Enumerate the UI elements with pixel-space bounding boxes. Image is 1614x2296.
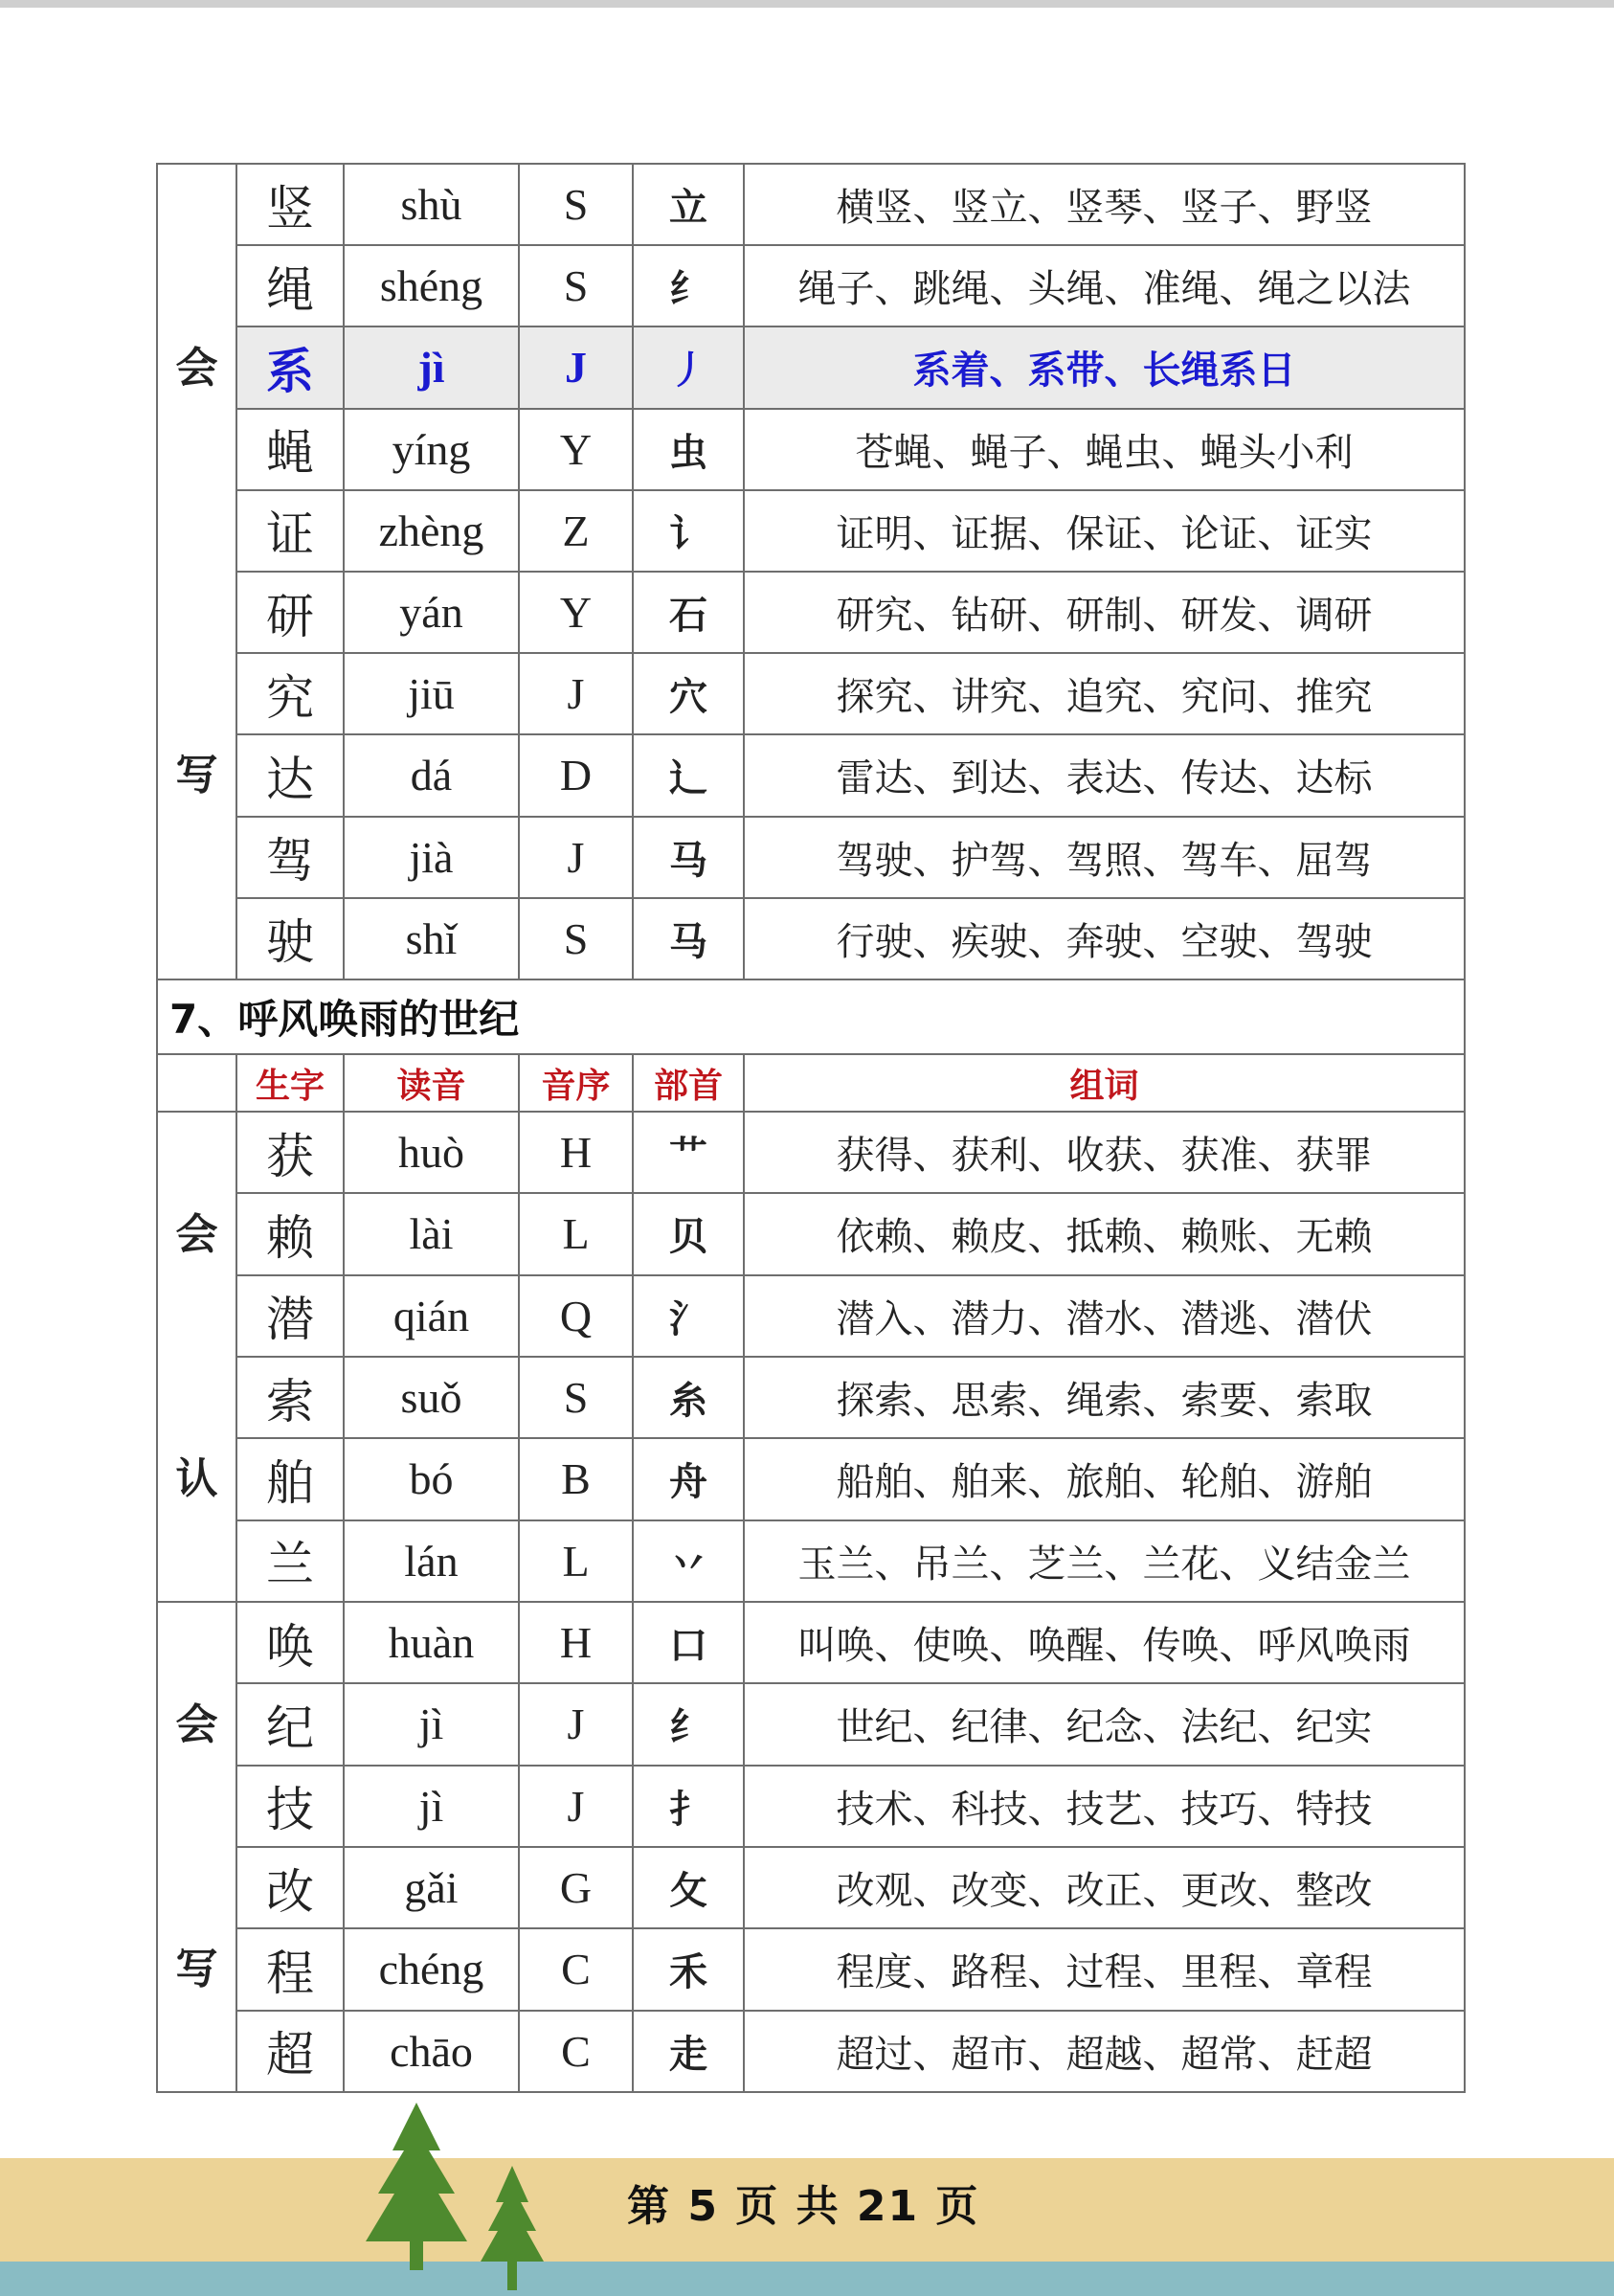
category-char: 会 [175, 343, 218, 393]
lesson-title-row [157, 979, 1465, 1054]
phonetic-order-cell: J [519, 326, 633, 408]
character-cell: 竖 [236, 164, 344, 245]
word-groups-cell: 改观、改变、改正、更改、整改 [744, 1847, 1465, 1928]
phonetic-order-cell: G [519, 1847, 633, 1928]
table-row [157, 1928, 1465, 2010]
character-cell: 兰 [236, 1520, 344, 1602]
vocabulary-table [156, 163, 1466, 2093]
phonetic-order-cell: D [519, 734, 633, 816]
phonetic-order-cell: J [519, 1766, 633, 1847]
radical-cell: 马 [633, 817, 744, 898]
word-groups-cell: 船舶、舶来、旅舶、轮舶、游舶 [744, 1438, 1465, 1519]
table-row [157, 1847, 1465, 1928]
radical-cell: 辶 [633, 734, 744, 816]
phonetic-order-cell: Y [519, 572, 633, 653]
pinyin-cell: yíng [344, 409, 519, 490]
table-row [157, 653, 1465, 734]
footer-water-strip [0, 2262, 1614, 2296]
pinyin-cell: lài [344, 1193, 519, 1274]
pinyin-cell: chāo [344, 2011, 519, 2092]
radical-cell: 氵 [633, 1275, 744, 1357]
pinyin-cell: huò [344, 1112, 519, 1193]
header-radical: 部首 [633, 1054, 744, 1112]
pine-tree-small-icon [479, 2166, 546, 2290]
word-groups-cell: 超过、超市、超越、超常、赶超 [744, 2011, 1465, 2092]
table-row [157, 1275, 1465, 1357]
pinyin-cell: shǐ [344, 898, 519, 979]
word-groups-cell: 绳子、跳绳、头绳、准绳、绳之以法 [744, 245, 1465, 326]
table-row [157, 1520, 1465, 1602]
word-groups-cell: 雷达、到达、表达、传达、达标 [744, 734, 1465, 816]
table-row [157, 2011, 1465, 2092]
character-cell: 证 [236, 490, 344, 572]
word-groups-cell: 获得、获利、收获、获准、获罪 [744, 1112, 1465, 1193]
radical-cell: 禾 [633, 1928, 744, 2010]
phonetic-order-cell: S [519, 164, 633, 245]
radical-cell: 口 [633, 1602, 744, 1683]
phonetic-order-cell: J [519, 817, 633, 898]
table-row [157, 1112, 1465, 1193]
radical-cell: 穴 [633, 653, 744, 734]
pinyin-cell: dá [344, 734, 519, 816]
character-cell: 赖 [236, 1193, 344, 1274]
radical-cell: 扌 [633, 1766, 744, 1847]
word-groups-cell: 技术、科技、技艺、技巧、特技 [744, 1766, 1465, 1847]
word-groups-cell: 苍蝇、蝇子、蝇虫、蝇头小利 [744, 409, 1465, 490]
word-groups-cell: 横竖、竖立、竖琴、竖子、野竖 [744, 164, 1465, 245]
character-cell: 潜 [236, 1275, 344, 1357]
pinyin-cell: yán [344, 572, 519, 653]
phonetic-order-cell: S [519, 1357, 633, 1438]
page-number-label: 第 5 页 共 21 页 [627, 2182, 980, 2231]
phonetic-order-cell: Q [519, 1275, 633, 1357]
radical-cell: 石 [633, 572, 744, 653]
character-cell: 系 [236, 326, 344, 408]
lesson-title: 7、呼风唤雨的世纪 [157, 979, 1465, 1054]
top-edge-bar [0, 0, 1614, 8]
word-groups-cell: 研究、钻研、研制、研发、调研 [744, 572, 1465, 653]
character-cell: 究 [236, 653, 344, 734]
character-cell: 绳 [236, 245, 344, 326]
table-row [157, 245, 1465, 326]
word-groups-cell: 探究、讲究、追究、究问、推究 [744, 653, 1465, 734]
phonetic-order-cell: Y [519, 409, 633, 490]
phonetic-order-cell: J [519, 1683, 633, 1765]
word-groups-cell: 行驶、疾驶、奔驶、空驶、驾驶 [744, 898, 1465, 979]
radical-cell: 攵 [633, 1847, 744, 1928]
table-row [157, 1766, 1465, 1847]
table-row [157, 1438, 1465, 1519]
pinyin-cell: chéng [344, 1928, 519, 2010]
character-cell: 蝇 [236, 409, 344, 490]
radical-cell: 丿 [633, 326, 744, 408]
phonetic-order-cell: S [519, 898, 633, 979]
category-char: 认 [175, 1453, 218, 1503]
pinyin-cell: huàn [344, 1602, 519, 1683]
phonetic-order-cell: L [519, 1193, 633, 1274]
category-label-cell [157, 164, 236, 979]
table-row [157, 734, 1465, 816]
category-char: 会 [175, 1699, 218, 1749]
table-row [157, 490, 1465, 572]
pinyin-cell: zhèng [344, 490, 519, 572]
header-order: 音序 [519, 1054, 633, 1112]
radical-cell: 走 [633, 2011, 744, 2092]
radical-cell: 纟 [633, 245, 744, 326]
header-words: 组词 [744, 1054, 1465, 1112]
radical-cell: 糸 [633, 1357, 744, 1438]
character-cell: 索 [236, 1357, 344, 1438]
radical-cell: 丷 [633, 1520, 744, 1602]
character-cell: 唤 [236, 1602, 344, 1683]
phonetic-order-cell: C [519, 2011, 633, 2092]
character-cell: 改 [236, 1847, 344, 1928]
word-groups-cell: 玉兰、吊兰、芝兰、兰花、义结金兰 [744, 1520, 1465, 1602]
radical-cell: 纟 [633, 1683, 744, 1765]
word-groups-cell: 探索、思索、绳索、索要、索取 [744, 1357, 1465, 1438]
category-char: 写 [175, 750, 218, 799]
word-groups-cell: 证明、证据、保证、论证、证实 [744, 490, 1465, 572]
character-cell: 超 [236, 2011, 344, 2092]
pinyin-cell: bó [344, 1438, 519, 1519]
pinyin-cell: jià [344, 817, 519, 898]
word-groups-cell: 世纪、纪律、纪念、法纪、纪实 [744, 1683, 1465, 1765]
word-groups-cell: 系着、系带、长绳系日 [744, 326, 1465, 408]
character-cell: 驾 [236, 817, 344, 898]
pinyin-cell: shéng [344, 245, 519, 326]
radical-cell: 舟 [633, 1438, 744, 1519]
radical-cell: 贝 [633, 1193, 744, 1274]
word-groups-cell: 依赖、赖皮、抵赖、赖账、无赖 [744, 1193, 1465, 1274]
table-row [157, 1602, 1465, 1683]
table-row [157, 817, 1465, 898]
pinyin-cell: suǒ [344, 1357, 519, 1438]
phonetic-order-cell: S [519, 245, 633, 326]
phonetic-order-cell: H [519, 1602, 633, 1683]
radical-cell: 艹 [633, 1112, 744, 1193]
radical-cell: 马 [633, 898, 744, 979]
word-groups-cell: 驾驶、护驾、驾照、驾车、屈驾 [744, 817, 1465, 898]
pinyin-cell: gǎi [344, 1847, 519, 1928]
table-row [157, 572, 1465, 653]
character-cell: 研 [236, 572, 344, 653]
word-groups-cell: 叫唤、使唤、唤醒、传唤、呼风唤雨 [744, 1602, 1465, 1683]
pinyin-cell: jì [344, 1766, 519, 1847]
table-row [157, 409, 1465, 490]
pine-tree-large-icon [364, 2103, 469, 2270]
radical-cell: 讠 [633, 490, 744, 572]
character-cell: 技 [236, 1766, 344, 1847]
radical-cell: 虫 [633, 409, 744, 490]
character-cell: 驶 [236, 898, 344, 979]
radical-cell: 立 [633, 164, 744, 245]
pinyin-cell: shù [344, 164, 519, 245]
character-cell: 达 [236, 734, 344, 816]
character-cell: 获 [236, 1112, 344, 1193]
phonetic-order-cell: B [519, 1438, 633, 1519]
category-label-cell [157, 1602, 236, 2092]
phonetic-order-cell: L [519, 1520, 633, 1602]
table-row [157, 164, 1465, 245]
pinyin-cell: jì [344, 1683, 519, 1765]
phonetic-order-cell: H [519, 1112, 633, 1193]
character-cell: 程 [236, 1928, 344, 2010]
table-row [157, 1357, 1465, 1438]
word-groups-cell: 程度、路程、过程、里程、章程 [744, 1928, 1465, 2010]
table-row [157, 898, 1465, 979]
column-header-row [157, 1054, 1465, 1112]
category-label-cell [157, 1112, 236, 1602]
pinyin-cell: lán [344, 1520, 519, 1602]
word-groups-cell: 潜入、潜力、潜水、潜逃、潜伏 [744, 1275, 1465, 1357]
phonetic-order-cell: J [519, 653, 633, 734]
pinyin-cell: qián [344, 1275, 519, 1357]
category-char: 会 [175, 1209, 218, 1259]
phonetic-order-cell: C [519, 1928, 633, 2010]
category-char: 写 [175, 1944, 218, 1993]
pinyin-cell: jiū [344, 653, 519, 734]
table-row [157, 1193, 1465, 1274]
pinyin-cell: jì [344, 326, 519, 408]
table-row [157, 1683, 1465, 1765]
header-pinyin: 读音 [344, 1054, 519, 1112]
table-row [157, 326, 1465, 408]
character-cell: 纪 [236, 1683, 344, 1765]
header-character: 生字 [236, 1054, 344, 1112]
character-cell: 舶 [236, 1438, 344, 1519]
header-blank-cell [157, 1054, 236, 1112]
phonetic-order-cell: Z [519, 490, 633, 572]
